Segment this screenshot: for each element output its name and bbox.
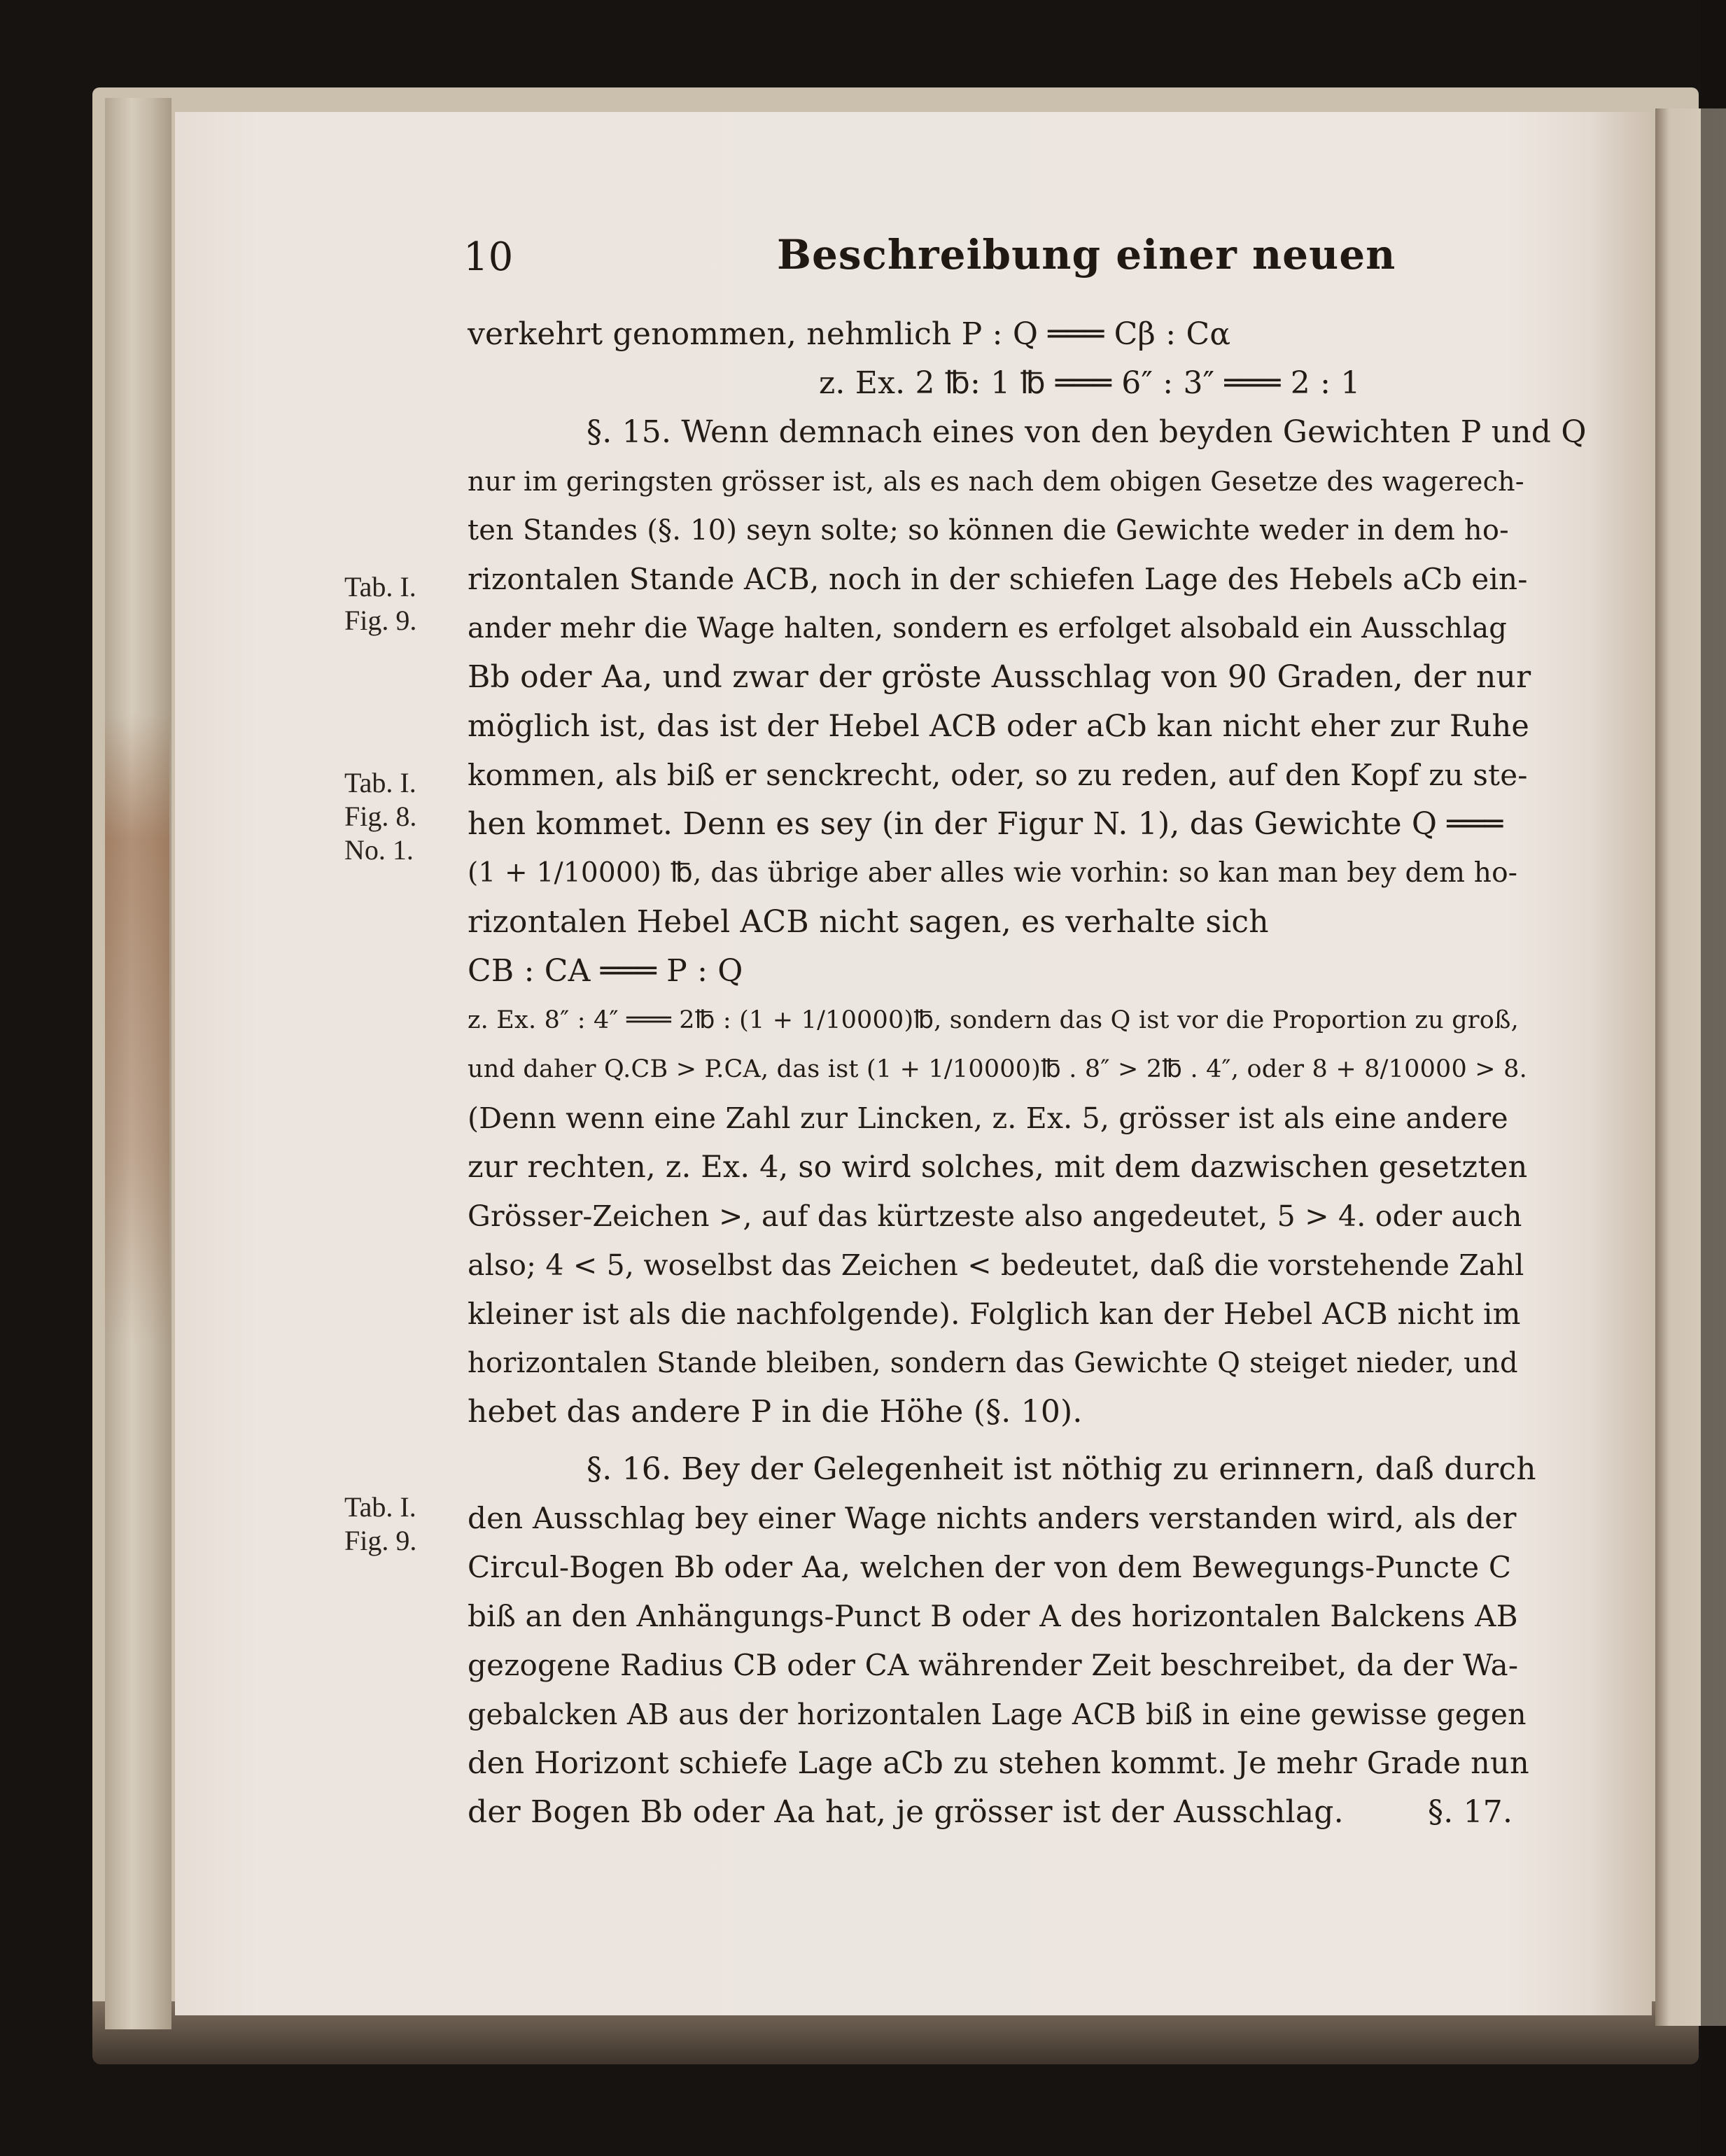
text-line: verkehrt genommen, nehmlich P : Q ═══ Cβ : Cα: [468, 316, 1231, 352]
text-line: hebet das andere P in die Höhe (§. 10).: [468, 1394, 1083, 1430]
text-line: z. Ex. 2 ℔: 1 ℔ ═══ 6″ : 3″ ═══ 2 : 1: [819, 365, 1361, 401]
text-line: möglich ist, das ist der Hebel ACB oder aCb kan nicht eher zur Ruhe: [468, 709, 1530, 744]
text-line: (Denn wenn eine Zahl zur Lincken, z. Ex. 5, grösser ist als eine andere: [468, 1101, 1508, 1135]
water-stain: [105, 714, 169, 1344]
margin-note-line: Tab. I.: [344, 1491, 416, 1523]
text-line: Circul-Bogen Bb oder Aa, welchen der von dem Bewegungs-Puncte C: [468, 1550, 1512, 1584]
margin-note: [344, 766, 416, 867]
running-title: Beschreibung einer neuen: [777, 231, 1396, 279]
text-line: horizontalen Stande bleiben, sondern das Gewichte Q steiget nieder, und: [468, 1347, 1518, 1379]
background-edge: [1701, 0, 1726, 2156]
text-line: kleiner ist als die nachfolgende). Folglich kan der Hebel ACB nicht im: [468, 1297, 1521, 1331]
text-line: den Ausschlag bey einer Wage nichts anders verstanden wird, als der: [468, 1501, 1517, 1535]
text-line: also; 4 < 5, woselbst das Zeichen < bedeutet, daß die vorstehende Zahl: [468, 1248, 1524, 1282]
text-line: den Horizont schiefe Lage aCb zu stehen kommt. Je mehr Grade nun: [468, 1746, 1529, 1781]
text-line: gebalcken AB aus der horizontalen Lage ACB biß in eine gewisse gegen: [468, 1698, 1527, 1731]
text-line: kommen, als biß er senckrecht, oder, so zu reden, auf den Kopf zu ste-: [468, 758, 1528, 792]
text-line: hen kommet. Denn es sey (in der Figur N. 1), das Gewichte Q ═══: [468, 806, 1503, 842]
margin-note-line: Fig. 8.: [344, 801, 417, 832]
margin-note: [344, 570, 416, 637]
text-line: §. 15. Wenn demnach eines von den beyden Gewichten P und Q: [587, 414, 1587, 450]
text-line: z. Ex. 8″ : 4″ ═══ 2℔ : (1 + 1/10000)℔, sondern das Q ist vor die Proportion zu groß,: [468, 1006, 1519, 1034]
margin-note-line: Fig. 9.: [344, 1525, 417, 1556]
text-line: rizontalen Stande ACB, noch in der schiefen Lage des Hebels aCb ein-: [468, 562, 1528, 596]
binding-gutter: [105, 98, 171, 2029]
text-line: Bb oder Aa, und zwar der gröste Ausschlag von 90 Graden, der nur: [468, 659, 1531, 695]
margin-note: [344, 1491, 416, 1558]
text-line: CB : CA ═══ P : Q: [468, 953, 743, 989]
text-line: zur rechten, z. Ex. 4, so wird solches, mit dem dazwischen gesetzten: [468, 1150, 1528, 1185]
text-line: und daher Q.CB > P.CA, das ist (1 + 1/10000)℔ . 8″ > 2℔ . 4″, oder 8 + 8/10000 > 8.: [468, 1055, 1527, 1083]
margin-note-line: Tab. I.: [344, 571, 416, 603]
page-number: 10: [463, 234, 514, 280]
text-line: ander mehr die Wage halten, sondern es erfolget alsobald ein Ausschlag: [468, 612, 1508, 644]
catchword: §. 17.: [1428, 1794, 1513, 1830]
text-line: gezogene Radius CB oder CA währender Zeit beschreibet, da der Wa-: [468, 1648, 1519, 1682]
text-line: §. 16. Bey der Gelegenheit ist nöthig zu erinnern, daß durch: [587, 1451, 1536, 1487]
text-line: ten Standes (§. 10) seyn solte; so können die Gewichte weder in dem ho-: [468, 514, 1509, 547]
text-line: biß an den Anhängungs-Punct B oder A des horizontalen Balckens AB: [468, 1599, 1518, 1633]
text-line: der Bogen Bb oder Aa hat, je grösser ist der Ausschlag.: [468, 1794, 1344, 1830]
margin-note-line: No. 1.: [344, 834, 414, 866]
text-line: nur im geringsten grösser ist, als es nach dem obigen Gesetze des wagerech-: [468, 466, 1524, 497]
margin-note-line: Tab. I.: [344, 767, 416, 798]
text-line: (1 + 1/10000) ℔, das übrige aber alles wie vorhin: so kan man bey dem ho-: [468, 857, 1518, 889]
text-line: rizontalen Hebel ACB nicht sagen, es verhalte sich: [468, 904, 1269, 940]
text-line: Grösser-Zeichen >, auf das kürtzeste also angedeutet, 5 > 4. oder auch: [468, 1199, 1522, 1233]
margin-note-line: Fig. 9.: [344, 605, 417, 636]
